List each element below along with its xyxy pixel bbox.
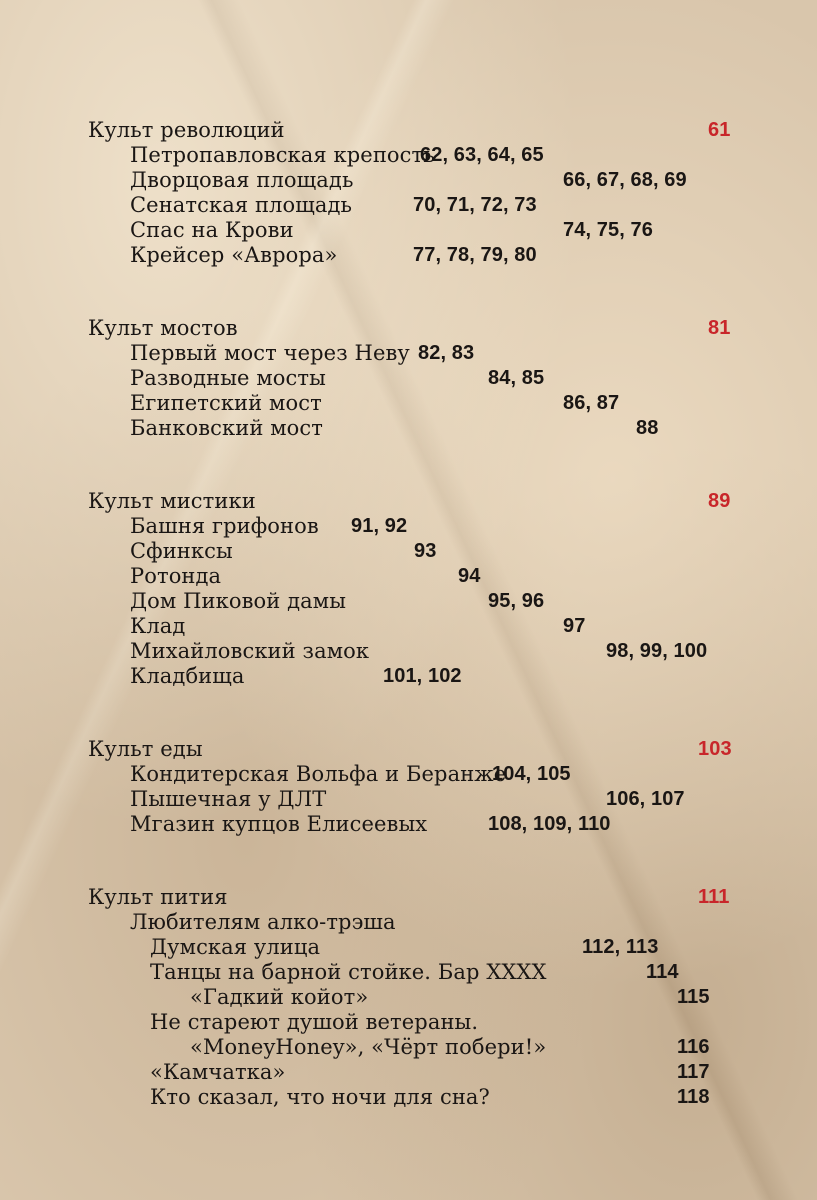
toc-entry-label: Михайловский замок (130, 639, 370, 663)
toc-entry-label: Мгазин купцов Елисеевых (130, 812, 428, 836)
toc-entry-label: Разводные мосты (130, 366, 326, 390)
toc-entry-pages: 117 (677, 1061, 710, 1083)
toc-entry-label: «MoneyHoney», «Чёрт побери!» (190, 1035, 547, 1059)
toc-entry-pages: 93 (414, 540, 437, 562)
toc-entry-pages: 115 (677, 986, 710, 1008)
section-title: Культ революций (88, 118, 285, 142)
toc-entry-label: Петропавловская крепость (130, 143, 435, 167)
toc-entry-label: Кто сказал, что ночи для сна? (150, 1085, 490, 1109)
toc-entry-pages: 91, 92 (351, 515, 408, 537)
toc-entry-label: Сенатская площадь (130, 193, 353, 217)
toc-entry-pages: 66, 67, 68, 69 (563, 169, 687, 191)
section-page-number: 89 (708, 490, 731, 512)
toc-entry-pages: 106, 107 (606, 788, 685, 810)
toc-entry-label: Египетский мост (130, 391, 322, 415)
toc-entry-label: Не стареют душой ветераны. (150, 1010, 479, 1034)
section-page-number: 111 (698, 886, 730, 908)
toc-entry-pages: 62, 63, 64, 65 (420, 144, 544, 166)
toc-entry-label: Дом Пиковой дамы (130, 589, 347, 613)
toc-entry-pages: 95, 96 (488, 590, 545, 612)
toc-entry-label: Любителям алко-трэша (130, 910, 396, 934)
toc-entry-label: «Камчатка» (150, 1060, 286, 1084)
toc-entry-label: Кладбища (130, 664, 245, 688)
toc-entry-pages: 70, 71, 72, 73 (413, 194, 537, 216)
toc-entry-label: Сфинксы (130, 539, 233, 563)
toc-entry-pages: 98, 99, 100 (606, 640, 708, 662)
toc-entry-label: Пышечная у ДЛТ (130, 787, 327, 811)
toc-entry-pages: 84, 85 (488, 367, 545, 389)
section-title: Культ пития (88, 885, 228, 909)
section-title: Культ еды (88, 737, 203, 761)
toc-entry-pages: 82, 83 (418, 342, 475, 364)
toc-entry-label: Крейсер «Аврора» (130, 243, 338, 267)
toc-entry-pages: 116 (677, 1036, 710, 1058)
toc-entry-label: Спас на Крови (130, 218, 294, 242)
section-title: Культ мистики (88, 489, 256, 513)
toc-entry-pages: 108, 109, 110 (488, 813, 611, 835)
toc-entry-label: Думская улица (150, 935, 321, 959)
toc-entry-pages: 86, 87 (563, 392, 620, 414)
section-page-number: 61 (708, 119, 731, 141)
toc-entry-label: Клад (130, 614, 186, 638)
toc-entry-label: «Гадкий койот» (190, 985, 369, 1009)
toc-entry-label: Банковский мост (130, 416, 323, 440)
section-page-number: 103 (698, 738, 732, 760)
toc-entry-label: Башня грифонов (130, 514, 319, 538)
toc-entry-pages: 97 (563, 615, 586, 637)
toc-entry-pages: 77, 78, 79, 80 (413, 244, 537, 266)
toc-entry-label: Кондитерская Вольфа и Беранже (130, 762, 507, 786)
toc-entry-pages: 88 (636, 417, 659, 439)
toc-entry-pages: 104, 105 (492, 763, 571, 785)
toc-entry-pages: 74, 75, 76 (563, 219, 653, 241)
toc-entry-label: Танцы на барной стойке. Бар XXXX (150, 960, 547, 984)
toc-entry-pages: 114 (646, 961, 679, 983)
section-title: Культ мостов (88, 316, 238, 340)
toc-entry-label: Первый мост через Неву (130, 341, 410, 365)
toc-entry-pages: 101, 102 (383, 665, 462, 687)
section-page-number: 81 (708, 317, 731, 339)
toc-entry-pages: 118 (677, 1086, 710, 1108)
toc-entry-label: Ротонда (130, 564, 222, 588)
toc-entry-pages: 112, 113 (582, 936, 659, 958)
toc-entry-pages: 94 (458, 565, 481, 587)
toc-entry-label: Дворцовая площадь (130, 168, 354, 192)
